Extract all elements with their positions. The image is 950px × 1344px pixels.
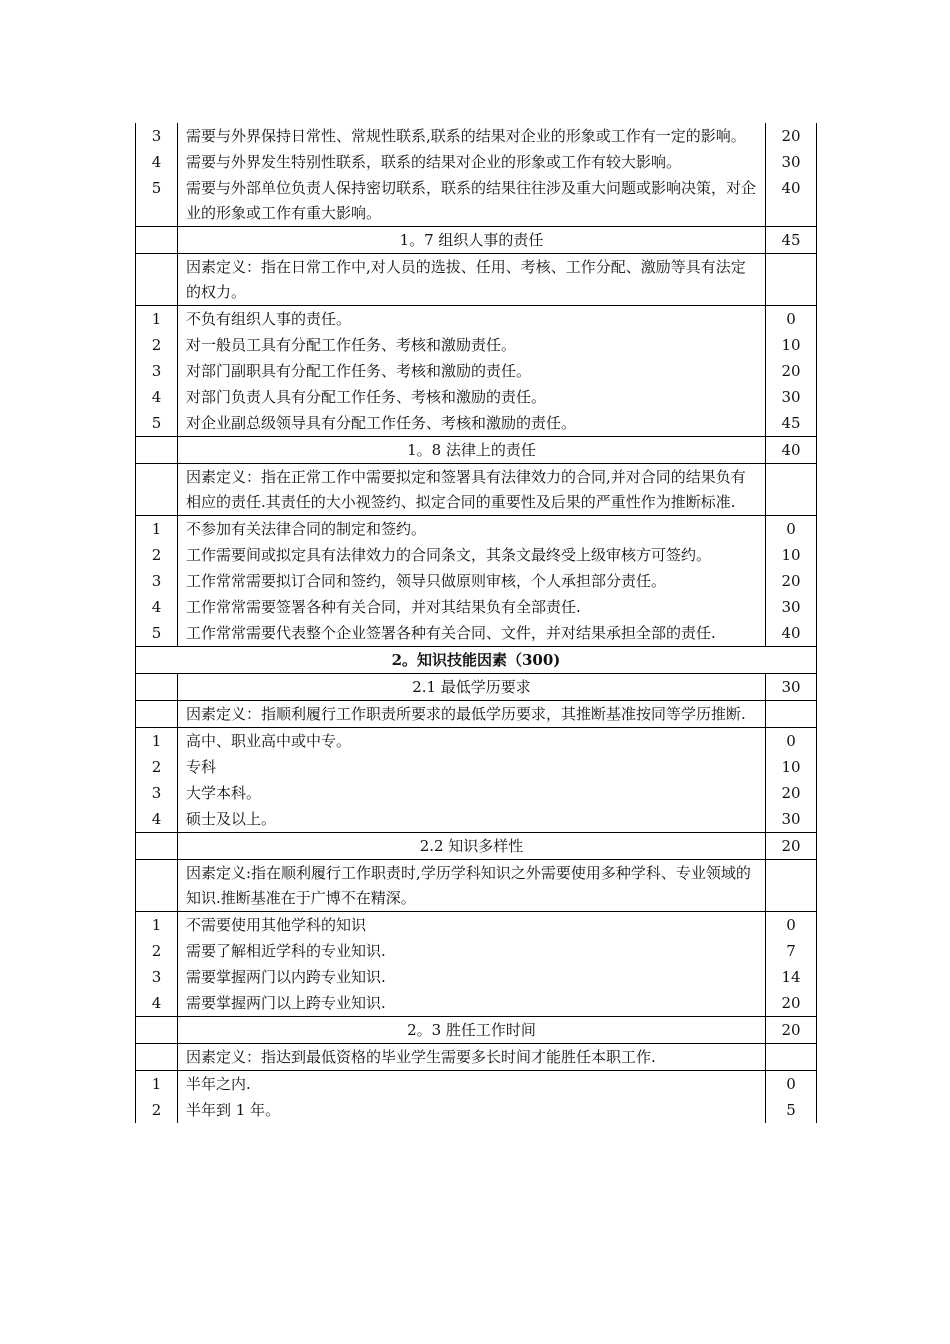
level-score: 20 [766, 358, 817, 384]
empty-cell [136, 254, 178, 306]
level-number: 4 [136, 990, 178, 1017]
level-score: 30 [766, 384, 817, 410]
level-score: 20 [766, 568, 817, 594]
level-row [136, 938, 817, 964]
level-row [136, 358, 817, 384]
level-row [136, 384, 817, 410]
level-description: 对部门负责人具有分配工作任务、考核和激励的责任。 [178, 384, 766, 410]
level-number: 5 [136, 620, 178, 647]
level-row [136, 1097, 817, 1123]
factor-scoring-table [135, 123, 817, 1123]
level-description: 工作需要间或拟定具有法律效力的合同条文，其条文最终受上级审核方可签约。 [178, 542, 766, 568]
level-number: 1 [136, 516, 178, 543]
factor-header-row [136, 227, 817, 254]
factor-definition-row [136, 1044, 817, 1071]
level-description: 工作常常需要签署各种有关合同，并对其结果负有全部责任. [178, 594, 766, 620]
level-score: 5 [766, 1097, 817, 1123]
level-row [136, 728, 817, 755]
level-number: 1 [136, 306, 178, 333]
level-description: 不负有组织人事的责任。 [178, 306, 766, 333]
section-title: 2。知识技能因素（300) [136, 647, 817, 674]
evaluation-table-page [135, 123, 816, 1123]
table-body [136, 123, 817, 1123]
level-description: 工作常常需要拟订合同和签约，领导只做原则审核，个人承担部分责任。 [178, 568, 766, 594]
level-score: 0 [766, 1071, 817, 1098]
level-row [136, 964, 817, 990]
level-row [136, 1071, 817, 1098]
level-row [136, 410, 817, 437]
level-description: 对一般员工具有分配工作任务、考核和激励责任。 [178, 332, 766, 358]
factor-header-row [136, 1017, 817, 1044]
level-score: 30 [766, 806, 817, 833]
level-description: 硕士及以上。 [178, 806, 766, 833]
level-description: 需要与外部单位负责人保持密切联系，联系的结果往往涉及重大问题或影响决策，对企业的形象或工作有重大影响。 [178, 175, 766, 227]
factor-definition: 因素定义：指顺利履行工作职责所要求的最低学历要求，其推断基准按同等学历推断. [178, 701, 766, 728]
level-row [136, 123, 817, 149]
level-description: 对企业副总级领导具有分配工作任务、考核和激励的责任。 [178, 410, 766, 437]
level-description: 对部门副职具有分配工作任务、考核和激励的责任。 [178, 358, 766, 384]
level-number: 4 [136, 594, 178, 620]
factor-definition: 因素定义：指达到最低资格的毕业学生需要多长时间才能胜任本职工作. [178, 1044, 766, 1071]
level-score: 30 [766, 149, 817, 175]
factor-title: 2.1 最低学历要求 [178, 674, 766, 701]
factor-max-score: 20 [766, 833, 817, 860]
level-description: 不需要使用其他学科的知识 [178, 912, 766, 939]
level-number: 5 [136, 410, 178, 437]
level-score: 0 [766, 306, 817, 333]
level-number: 3 [136, 123, 178, 149]
empty-cell [766, 860, 817, 912]
level-number: 2 [136, 754, 178, 780]
level-score: 10 [766, 754, 817, 780]
level-number: 2 [136, 332, 178, 358]
level-description: 需要与外界保持日常性、常规性联系,联系的结果对企业的形象或工作有一定的影响。 [178, 123, 766, 149]
level-description: 需要掌握两门以上跨专业知识. [178, 990, 766, 1017]
empty-cell [766, 464, 817, 516]
level-row [136, 332, 817, 358]
level-description: 工作常常需要代表整个企业签署各种有关合同、文件，并对结果承担全部的责任. [178, 620, 766, 647]
level-score: 40 [766, 620, 817, 647]
level-score: 40 [766, 175, 817, 227]
empty-cell [766, 701, 817, 728]
level-score: 0 [766, 516, 817, 543]
level-number: 2 [136, 1097, 178, 1123]
level-score: 0 [766, 728, 817, 755]
level-number: 4 [136, 149, 178, 175]
level-row [136, 175, 817, 227]
level-number: 3 [136, 358, 178, 384]
factor-max-score: 45 [766, 227, 817, 254]
level-number: 1 [136, 728, 178, 755]
level-row [136, 542, 817, 568]
level-description: 半年到 1 年。 [178, 1097, 766, 1123]
factor-definition: 因素定义：指在日常工作中,对人员的选拔、任用、考核、工作分配、激励等具有法定的权力。 [178, 254, 766, 306]
factor-max-score: 30 [766, 674, 817, 701]
level-number: 1 [136, 1071, 178, 1098]
level-score: 20 [766, 780, 817, 806]
factor-max-score: 20 [766, 1017, 817, 1044]
factor-max-score: 40 [766, 437, 817, 464]
level-row [136, 806, 817, 833]
level-score: 7 [766, 938, 817, 964]
level-row [136, 620, 817, 647]
factor-header-row [136, 674, 817, 701]
level-row [136, 912, 817, 939]
factor-title: 2.2 知识多样性 [178, 833, 766, 860]
level-row [136, 594, 817, 620]
level-score: 30 [766, 594, 817, 620]
level-number: 4 [136, 806, 178, 833]
factor-header-row [136, 437, 817, 464]
factor-title: 1。7 组织人事的责任 [178, 227, 766, 254]
factor-title: 1。8 法律上的责任 [178, 437, 766, 464]
level-number: 3 [136, 964, 178, 990]
level-score: 20 [766, 123, 817, 149]
level-number: 4 [136, 384, 178, 410]
level-row [136, 990, 817, 1017]
empty-cell [136, 464, 178, 516]
level-row [136, 306, 817, 333]
level-number: 3 [136, 568, 178, 594]
level-number: 2 [136, 938, 178, 964]
empty-cell [136, 701, 178, 728]
level-row [136, 568, 817, 594]
level-number: 3 [136, 780, 178, 806]
level-number: 5 [136, 175, 178, 227]
level-score: 10 [766, 542, 817, 568]
factor-definition: 因素定义：指在正常工作中需要拟定和签署具有法律效力的合同,并对合同的结果负有相应的责任.其责任的大小视签约、拟定合同的重要性及后果的严重性作为推断标准. [178, 464, 766, 516]
factor-definition-row [136, 860, 817, 912]
empty-cell [136, 833, 178, 860]
level-score: 10 [766, 332, 817, 358]
level-row [136, 149, 817, 175]
level-score: 20 [766, 990, 817, 1017]
level-description: 半年之内. [178, 1071, 766, 1098]
level-row [136, 780, 817, 806]
level-description: 需要与外界发生特别性联系，联系的结果对企业的形象或工作有较大影响。 [178, 149, 766, 175]
empty-cell [136, 1017, 178, 1044]
empty-cell [766, 1044, 817, 1071]
empty-cell [766, 254, 817, 306]
factor-definition-row [136, 254, 817, 306]
level-description: 需要了解相近学科的专业知识. [178, 938, 766, 964]
level-score: 45 [766, 410, 817, 437]
factor-title: 2。3 胜任工作时间 [178, 1017, 766, 1044]
empty-cell [136, 674, 178, 701]
level-description: 大学本科。 [178, 780, 766, 806]
level-description: 高中、职业高中或中专。 [178, 728, 766, 755]
empty-cell [136, 227, 178, 254]
factor-header-row [136, 833, 817, 860]
empty-cell [136, 437, 178, 464]
level-number: 1 [136, 912, 178, 939]
level-row [136, 754, 817, 780]
factor-definition-row [136, 464, 817, 516]
level-score: 0 [766, 912, 817, 939]
level-number: 2 [136, 542, 178, 568]
empty-cell [136, 1044, 178, 1071]
section-header-row [136, 647, 817, 674]
level-description: 不参加有关法律合同的制定和签约。 [178, 516, 766, 543]
level-row [136, 516, 817, 543]
factor-definition-row [136, 701, 817, 728]
empty-cell [136, 860, 178, 912]
level-description: 需要掌握两门以内跨专业知识. [178, 964, 766, 990]
level-description: 专科 [178, 754, 766, 780]
factor-definition: 因素定义:指在顺利履行工作职责时,学历学科知识之外需要使用多种学科、专业领域的知识.推断基准在于广博不在精深。 [178, 860, 766, 912]
level-score: 14 [766, 964, 817, 990]
